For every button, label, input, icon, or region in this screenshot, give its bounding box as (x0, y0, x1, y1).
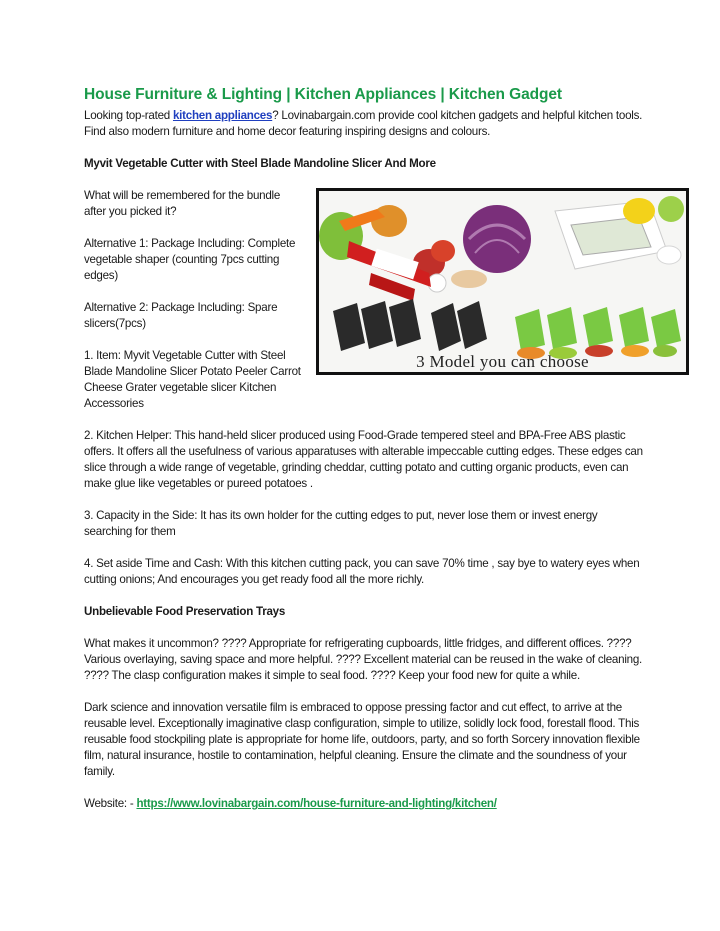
product2-heading: Unbelievable Food Preservation Trays (84, 605, 286, 618)
website-label: Website: - (84, 797, 137, 810)
intro-text-after: ? Lovinabargain.com provide cool kitchen gadgets and helpful kitchen tools. Find also modern furniture and home decor featuring inspiring designs and colours. (84, 109, 643, 138)
intro-text-before: Looking top-rated (84, 109, 173, 122)
image-caption: 3 Model you can choose (416, 352, 589, 371)
website-line (84, 796, 644, 812)
tray-paragraph-1: What makes it uncommon? ???? Appropriate for refrigerating cupboards, little fridges, and different offices. ???? Various overlaying, saving space and more helpful. ???? Excellent material can be reused in the wake of cleaning. ???? The clasp configuration makes it simple to seal food. ???? Keep your food new for quite a while. (84, 637, 643, 682)
full-paragraph-3: 3. Capacity in the Side: It has its own holder for the cutting edges to put, never lose them or invest energy searching for them (84, 509, 598, 538)
intro-paragraph (84, 108, 644, 140)
website-link[interactable]: https://www.lovinabargain.com/house-furniture-and-lighting/kitchen/ (136, 797, 497, 810)
kitchen-appliances-link[interactable]: kitchen appliances (172, 109, 273, 122)
document-content (84, 86, 644, 812)
product1-heading: Myvit Vegetable Cutter with Steel Blade Mandoline Slicer And More (84, 157, 436, 170)
product1-section (84, 188, 644, 412)
vegetable-cutter-illustration (319, 191, 686, 372)
left-paragraph-2: Alternative 1: Package Including: Complete vegetable shaper (counting 7pcs cutting edges) (84, 237, 296, 282)
left-paragraph-3: Alternative 2: Package Including: Spare slicers(7pcs) (84, 301, 278, 330)
full-paragraph-2: 2. Kitchen Helper: This hand-held slicer produced using Food-Grade tempered steel and BPA-Free ABS plastic offers. It offers all the usefulness of various apparatuses with alterable impeccable cutting edges. These edges can slice through a wide range of vegetable, grinding cheddar, cutting potato and cutting organic products, even can make glue like vegetables or pureed potatoes . (84, 429, 643, 490)
left-column (84, 188, 302, 412)
tray-paragraph-2: Dark science and innovation versatile film is embraced to oppose pressing factor and cut effect, to arrive at the reusable level. Exceptionally imaginative clasp configuration, simple to utilize, solidly lock food, forestall flood. This reusable food stockpiling plate is appropriate for home life, outdoors, party, and so forth Sorcery innovation flexible film, natural insurance, hostile to contamination, helpful cleaning. Ensure the climate and the soundness of your family. (84, 701, 640, 778)
page-title: House Furniture & Lighting | Kitchen Appliances | Kitchen Gadget (84, 86, 562, 103)
left-paragraph-4: 1. Item: Myvit Vegetable Cutter with Steel Blade Mandoline Slicer Potato Peeler Carrot Cheese Grater vegetable slicer Kitchen Accessories (84, 349, 301, 410)
left-paragraph-1: What will be remembered for the bundle after you picked it? (84, 189, 281, 218)
product-photo-inner (319, 191, 686, 372)
full-paragraph-4: 4. Set aside Time and Cash: With this kitchen cutting pack, you can save 70% time , say bye to watery eyes when cutting onions; And encourages you get ready food all the more richly. (84, 557, 640, 586)
product-photo (316, 188, 689, 375)
